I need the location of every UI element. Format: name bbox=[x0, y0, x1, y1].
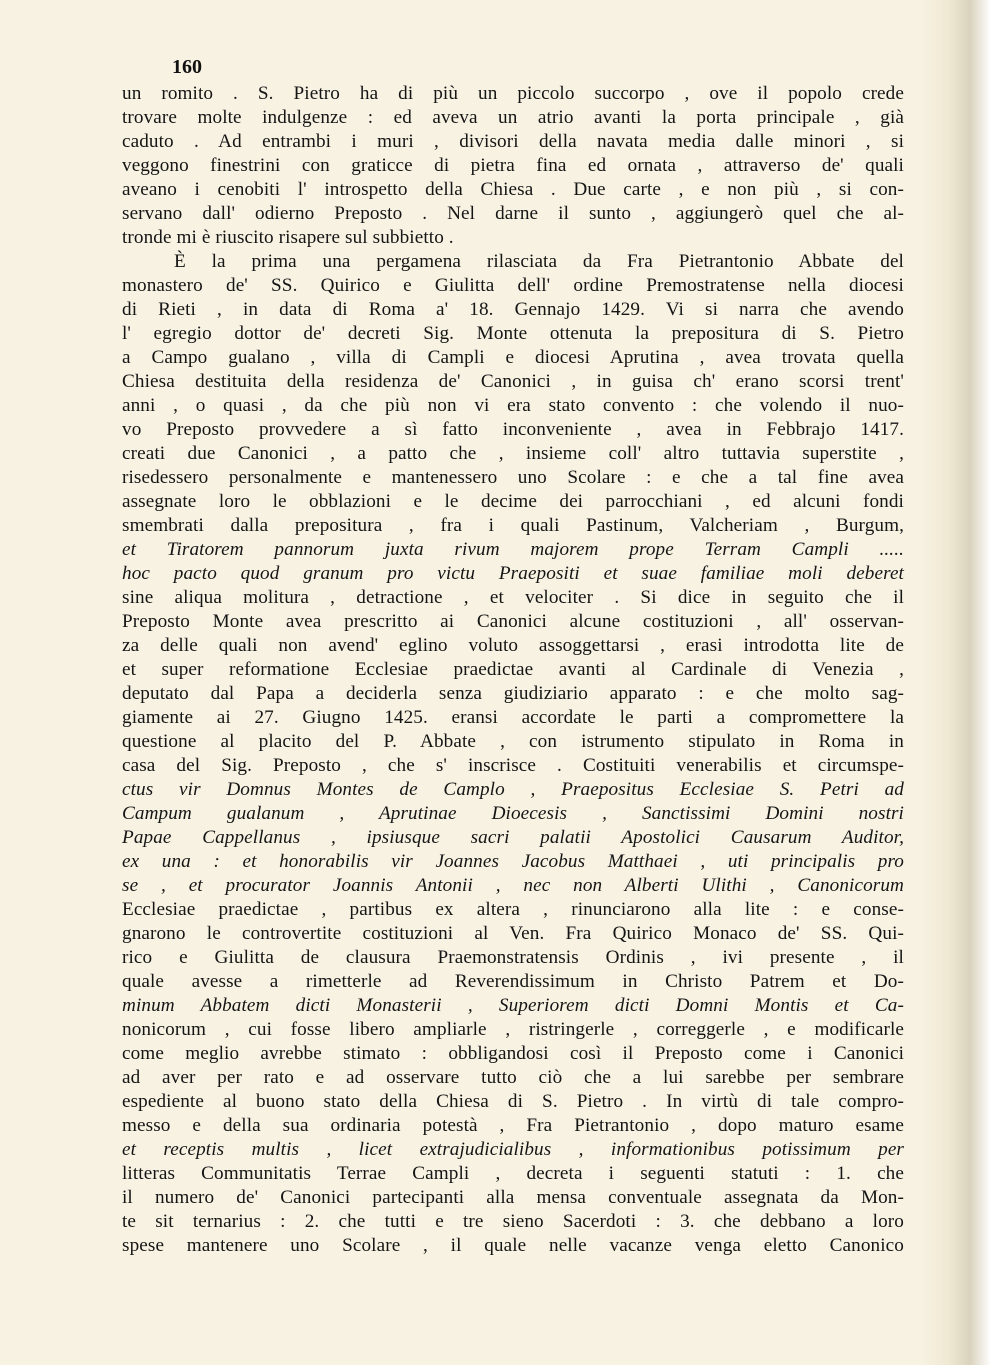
text-line: rico e Giulitta de clausura Praemonstratensis Ordinis , ivi presente , il bbox=[122, 947, 904, 968]
text-line: casa del Sig. Preposto , che s' inscrisce . Costituiti venerabilis et circumspe- bbox=[122, 755, 904, 776]
text-line: risedessero personalmente e mantenessero uno Scolare : e che a tal fine avea bbox=[122, 467, 904, 488]
text-line: Preposto Monte avea prescritto ai Canonici alcune costituzioni , all' osservan- bbox=[122, 611, 904, 632]
text-line: vo Preposto provvedere a sì fatto inconveniente , avea in Febbrajo 1417. bbox=[122, 419, 904, 440]
text-line: Papae Cappellanus , ipsiusque sacri palatii Apostolici Causarum Auditor, bbox=[122, 827, 904, 848]
text-line: espediente al buono stato della Chiesa di S. Pietro . In virtù di tale compro- bbox=[122, 1091, 904, 1112]
text-line: sine aliqua molitura , detractione , et velociter . Si dice in seguito che il bbox=[122, 587, 904, 608]
text-line: veggono finestrini con graticce di pietra fina ed ornata , attraverso de' quali bbox=[122, 155, 904, 176]
text-line: anni , o quasi , da che più non vi era stato convento : che volendo il nuo- bbox=[122, 395, 904, 416]
text-line: Ecclesiae praedictae , partibus ex altera , rinunciarono alla lite : e conse- bbox=[122, 899, 904, 920]
text-line: l' egregio dottor de' decreti Sig. Monte ottenuta la prepositura di S. Pietro bbox=[122, 323, 904, 344]
text-line: Campum gualanum , Aprutinae Dioecesis , Sanctissimi Domini nostri bbox=[122, 803, 904, 824]
text-line: za delle quali non avend' eglino voluto assoggettarsi , erasi introdotta lite de bbox=[122, 635, 904, 656]
text-line: messo e della sua ordinaria potestà , Fra Pietrantonio , dopo maturo esame bbox=[122, 1115, 904, 1136]
text-line: trovare molte indulgenze : ed aveva un atrio avanti la porta principale , già bbox=[122, 107, 904, 128]
text-line: gnarono le controvertite costituzioni al Ven. Fra Quirico Monaco de' SS. Qui- bbox=[122, 923, 904, 944]
text-line: et receptis multis , licet extrajudicialibus , informationibus potissimum per bbox=[122, 1139, 904, 1160]
text-line: monastero de' SS. Quirico e Giulitta dell' ordine Premostratense nella diocesi bbox=[122, 275, 904, 296]
text-line: nonicorum , cui fosse libero ampliarle , ristringerle , correggerle , e modificarle bbox=[122, 1019, 904, 1040]
page-gutter-shadow bbox=[921, 0, 991, 1365]
text-line: servano dall' odierno Preposto . Nel darne il sunto , aggiungerò quel che al- bbox=[122, 203, 904, 224]
text-line: minum Abbatem dicti Monasterii , Superiorem dicti Domni Montis et Ca- bbox=[122, 995, 904, 1016]
page-number: 160 bbox=[172, 56, 202, 78]
text-line: deputato dal Papa a deciderla senza giudiziario apparato : e che molto sag- bbox=[122, 683, 904, 704]
text-line: creati due Canonici , a patto che , insieme coll' altro tuttavia superstite , bbox=[122, 443, 904, 464]
text-line: giamente ai 27. Giugno 1425. eransi accordate le parti a compromettere la bbox=[122, 707, 904, 728]
text-line: et super reformatione Ecclesiae praedictae avanti al Cardinale di Venezia , bbox=[122, 659, 904, 680]
text-line: litteras Communitatis Terrae Campli , decreta i seguenti statuti : 1. che bbox=[122, 1163, 904, 1184]
text-line: smembrati dalla prepositura , fra i quali Pastinum, Valcheriam , Burgum, bbox=[122, 515, 904, 536]
text-line: se , et procurator Joannis Antonii , nec non Alberti Ulithi , Canonicorum bbox=[122, 875, 904, 896]
text-line: come meglio avrebbe stimato : obbligandosi così il Preposto come i Canonici bbox=[122, 1043, 904, 1064]
text-line: aveano i cenobiti l' introspetto della Chiesa . Due carte , e non più , si con- bbox=[122, 179, 904, 200]
text-line: assegnate loro le obblazioni e le decime dei parrocchiani , ed alcuni fondi bbox=[122, 491, 904, 512]
text-line: ad aver per rato e ad osservare tutto ciò che a lui sarebbe per sembrare bbox=[122, 1067, 904, 1088]
text-line: di Rieti , in data di Roma a' 18. Gennajo 1429. Vi si narra che avendo bbox=[122, 299, 904, 320]
text-line: hoc pacto quod granum pro victu Praepositi et suae familiae moli deberet bbox=[122, 563, 904, 584]
text-line: tronde mi è riuscito risapere sul subbietto . bbox=[122, 227, 454, 248]
text-line: un romito . S. Pietro ha di più un piccolo succorpo , ove il popolo crede bbox=[122, 83, 904, 104]
text-line: È la prima una pergamena rilasciata da Fra Pietrantonio Abbate del bbox=[174, 251, 904, 272]
text-line: spese mantenere uno Scolare , il quale nelle vacanze venga eletto Canonico bbox=[122, 1235, 904, 1256]
text-line: Chiesa destituita della residenza de' Canonici , in guisa ch' erano scorsi trent' bbox=[122, 371, 904, 392]
text-line: questione al placito del P. Abbate , con istrumento stipulato in Roma in bbox=[122, 731, 904, 752]
text-line: quale avesse a rimetterle ad Reverendissimum in Christo Patrem et Do- bbox=[122, 971, 904, 992]
text-line: il numero de' Canonici partecipanti alla mensa conventuale assegnata da Mon- bbox=[122, 1187, 904, 1208]
text-line: te sit ternarius : 2. che tutti e tre sieno Sacerdoti : 3. che debbano a loro bbox=[122, 1211, 904, 1232]
text-line: et Tiratorem pannorum juxta rivum majorem prope Terram Campli ..... bbox=[122, 539, 904, 560]
text-line: caduto . Ad entrambi i muri , divisori della navata media dalle minori , si bbox=[122, 131, 904, 152]
text-line: a Campo gualano , villa di Campli e diocesi Aprutina , avea trovata quella bbox=[122, 347, 904, 368]
text-line: ex una : et honorabilis vir Joannes Jacobus Matthaei , uti principalis pro bbox=[122, 851, 904, 872]
text-line: ctus vir Domnus Montes de Camplo , Praepositus Ecclesiae S. Petri ad bbox=[122, 779, 904, 800]
